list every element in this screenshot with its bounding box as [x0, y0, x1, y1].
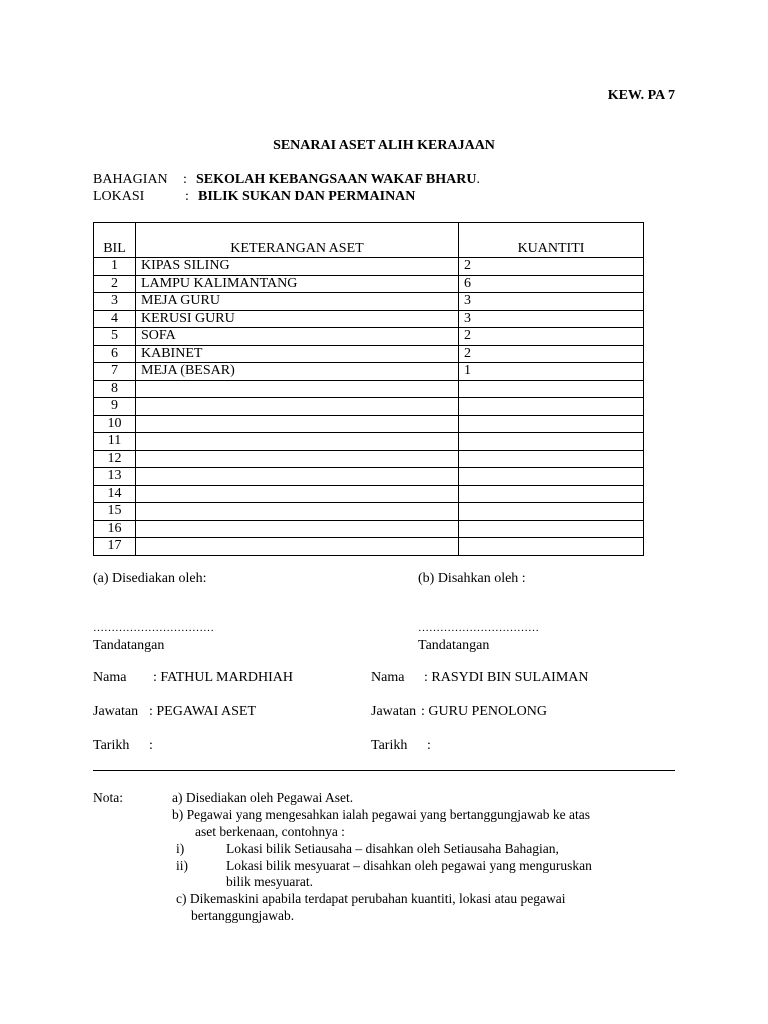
- cell-keterangan-aset: MEJA GURU: [136, 293, 459, 311]
- cell-bil: 17: [94, 538, 136, 556]
- bahagian-row: [196, 172, 480, 188]
- cell-bil: 10: [94, 415, 136, 433]
- cell-kuantiti: [459, 520, 644, 538]
- cell-bil: 5: [94, 328, 136, 346]
- cell-bil: 6: [94, 345, 136, 363]
- cell-keterangan-aset: KERUSI GURU: [136, 310, 459, 328]
- form-code: KEW. PA 7: [607, 88, 675, 103]
- prepared-by-signature-line: ……………………………: [93, 622, 214, 634]
- cell-bil: 14: [94, 485, 136, 503]
- bahagian-label: BAHAGIAN: [93, 172, 168, 187]
- cell-kuantiti: [459, 433, 644, 451]
- cell-bil: 8: [94, 380, 136, 398]
- cell-bil: 12: [94, 450, 136, 468]
- table-row: [94, 433, 644, 451]
- table-row: [94, 328, 644, 346]
- page-title: SENARAI ASET ALIH KERAJAAN: [273, 138, 495, 153]
- header-bil: BIL: [94, 223, 136, 258]
- approved-by-jawatan-value: : GURU PENOLONG: [421, 704, 547, 719]
- table-row: [94, 468, 644, 486]
- cell-kuantiti: 3: [459, 310, 644, 328]
- cell-bil: 1: [94, 258, 136, 276]
- prepared-by-heading: (a) Disediakan oleh:: [93, 571, 207, 586]
- asset-table: [93, 222, 644, 556]
- prepared-by-jawatan-value: : PEGAWAI ASET: [149, 704, 256, 719]
- table-row: [94, 275, 644, 293]
- approved-by-tarikh-value: :: [427, 738, 431, 753]
- prepared-by-nama-value: : FATHUL MARDHIAH: [153, 670, 293, 685]
- nota-item-i-num: i): [176, 841, 185, 856]
- cell-keterangan-aset: [136, 485, 459, 503]
- nota-item-c-line2: bertanggungjawab.: [191, 908, 295, 923]
- header-keterangan-aset: KETERANGAN ASET: [136, 223, 459, 258]
- table-row: [94, 450, 644, 468]
- cell-bil: 13: [94, 468, 136, 486]
- cell-keterangan-aset: MEJA (BESAR): [136, 363, 459, 381]
- table-row: [94, 345, 644, 363]
- cell-keterangan-aset: [136, 520, 459, 538]
- lokasi-value: BILIK SUKAN DAN PERMAINAN: [198, 189, 416, 204]
- cell-bil: 9: [94, 398, 136, 416]
- table-row: [94, 380, 644, 398]
- cell-kuantiti: [459, 503, 644, 521]
- cell-keterangan-aset: [136, 450, 459, 468]
- table-row: [94, 310, 644, 328]
- cell-bil: 4: [94, 310, 136, 328]
- cell-keterangan-aset: [136, 380, 459, 398]
- prepared-by-tandatangan: Tandatangan: [93, 638, 165, 653]
- cell-kuantiti: [459, 538, 644, 556]
- cell-kuantiti: 2: [459, 258, 644, 276]
- cell-keterangan-aset: SOFA: [136, 328, 459, 346]
- bahagian-colon: :: [183, 172, 187, 187]
- cell-kuantiti: [459, 398, 644, 416]
- approved-by-signature-line: ……………………………: [418, 622, 539, 634]
- table-row: [94, 293, 644, 311]
- bahagian-suffix: .: [476, 172, 480, 187]
- nota-item-b-line1: b) Pegawai yang mengesahkan ialah pegawai yang bertanggungjawab ke atas: [172, 807, 590, 822]
- lokasi-label: LOKASI: [93, 189, 145, 204]
- table-row: [94, 258, 644, 276]
- nota-item-i-text: Lokasi bilik Setiausaha – disahkan oleh Setiausaha Bahagian,: [226, 841, 559, 856]
- cell-bil: 11: [94, 433, 136, 451]
- nota-item-c-line1: c) Dikemaskini apabila terdapat perubahan kuantiti, lokasi atau pegawai: [176, 891, 566, 906]
- cell-keterangan-aset: LAMPU KALIMANTANG: [136, 275, 459, 293]
- cell-kuantiti: 6: [459, 275, 644, 293]
- bahagian-value: SEKOLAH KEBANGSAAN WAKAF BHARU: [196, 172, 477, 187]
- cell-keterangan-aset: [136, 468, 459, 486]
- approved-by-nama-label: Nama: [371, 670, 405, 685]
- cell-bil: 16: [94, 520, 136, 538]
- cell-keterangan-aset: KIPAS SILING: [136, 258, 459, 276]
- asset-table-body: [94, 258, 644, 556]
- table-row: [94, 363, 644, 381]
- cell-kuantiti: [459, 380, 644, 398]
- nota-item-ii-line1: Lokasi bilik mesyuarat – disahkan oleh pegawai yang menguruskan: [226, 858, 592, 873]
- cell-keterangan-aset: [136, 538, 459, 556]
- prepared-by-nama-label: Nama: [93, 670, 127, 685]
- approved-by-heading: (b) Disahkan oleh :: [418, 571, 526, 586]
- table-row: [94, 398, 644, 416]
- lokasi-colon: :: [185, 189, 189, 204]
- approved-by-tandatangan: Tandatangan: [418, 638, 490, 653]
- table-row: [94, 485, 644, 503]
- cell-kuantiti: 3: [459, 293, 644, 311]
- cell-bil: 15: [94, 503, 136, 521]
- cell-bil: 3: [94, 293, 136, 311]
- approved-by-jawatan-label: Jawatan: [371, 704, 417, 719]
- table-row: [94, 503, 644, 521]
- cell-keterangan-aset: [136, 433, 459, 451]
- cell-kuantiti: 2: [459, 328, 644, 346]
- table-row: [94, 538, 644, 556]
- header-kuantiti: KUANTITI: [459, 223, 644, 258]
- cell-bil: 7: [94, 363, 136, 381]
- nota-item-ii-line2: bilik mesyuarat.: [226, 874, 313, 889]
- prepared-by-tarikh-label: Tarikh: [93, 738, 130, 753]
- cell-keterangan-aset: [136, 503, 459, 521]
- table-header-row: [94, 223, 644, 258]
- cell-kuantiti: 2: [459, 345, 644, 363]
- approved-by-nama-value: : RASYDI BIN SULAIMAN: [424, 670, 589, 685]
- cell-keterangan-aset: [136, 398, 459, 416]
- table-row: [94, 415, 644, 433]
- nota-item-b-line2: aset berkenaan, contohnya :: [195, 824, 345, 839]
- cell-kuantiti: 1: [459, 363, 644, 381]
- section-divider: [93, 770, 675, 771]
- cell-keterangan-aset: [136, 415, 459, 433]
- cell-keterangan-aset: KABINET: [136, 345, 459, 363]
- cell-kuantiti: [459, 485, 644, 503]
- nota-item-ii-num: ii): [176, 858, 188, 873]
- prepared-by-tarikh-value: :: [149, 738, 153, 753]
- prepared-by-jawatan-label: Jawatan: [93, 704, 139, 719]
- nota-item-a: a) Disediakan oleh Pegawai Aset.: [172, 790, 354, 805]
- cell-kuantiti: [459, 415, 644, 433]
- cell-kuantiti: [459, 450, 644, 468]
- cell-kuantiti: [459, 468, 644, 486]
- cell-bil: 2: [94, 275, 136, 293]
- table-row: [94, 520, 644, 538]
- nota-label: Nota:: [93, 790, 123, 805]
- approved-by-tarikh-label: Tarikh: [371, 738, 408, 753]
